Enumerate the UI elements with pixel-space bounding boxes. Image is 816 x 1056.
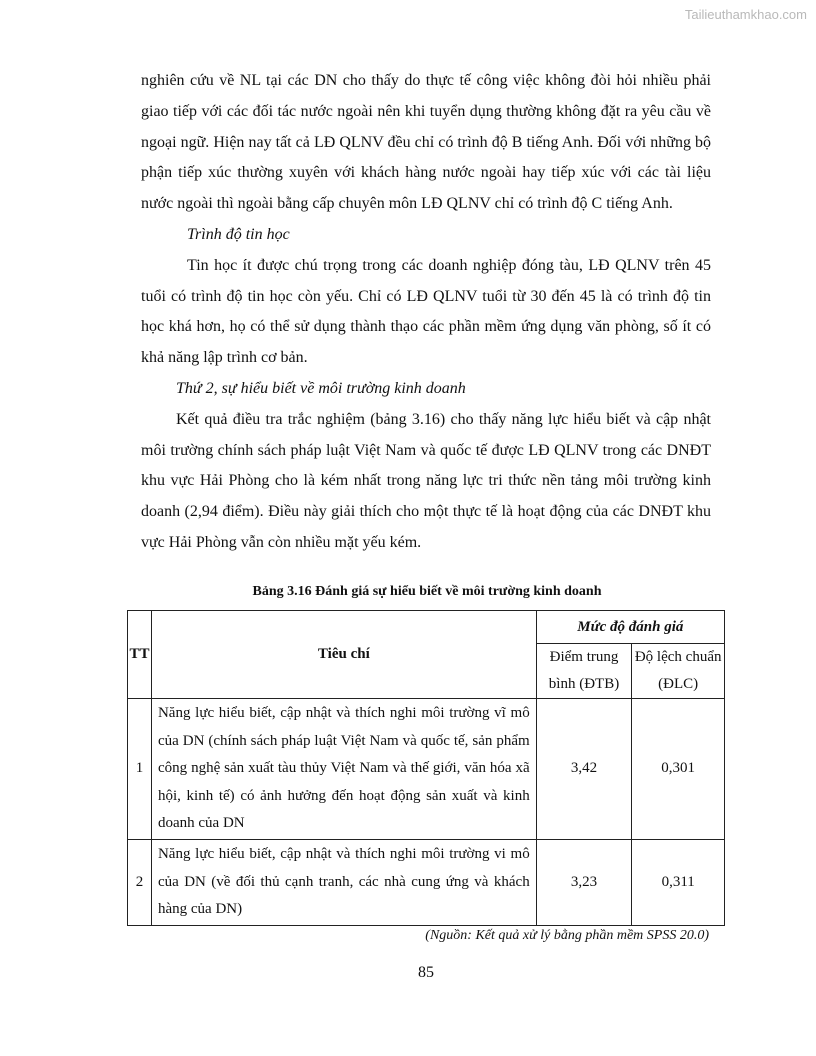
body-text — [141, 66, 711, 559]
row-criteria: Năng lực hiểu biết, cập nhật và thích nghi môi trường vi mô của DN (về đối thủ cạnh tranh, các nhà cung ứng và khách hàng của DN) — [151, 839, 536, 925]
header-std-dev: Độ lệch chuẩn (ĐLC) — [632, 644, 725, 699]
table-row — [128, 839, 725, 925]
heading-business-environment: Thứ 2, sự hiểu biết về môi trường kinh doanh — [176, 379, 466, 397]
header-criteria: Tiêu chí — [151, 611, 536, 699]
row-std-dev: 0,301 — [632, 699, 725, 840]
row-std-dev: 0,311 — [632, 839, 725, 925]
row-tt: 1 — [128, 699, 152, 840]
paragraph-it-skills: Tin học ít được chú trọng trong các doanh nghiệp đóng tàu, LĐ QLNV trên 45 tuổi có trình độ tin học còn yếu. Chỉ có LĐ QLNV tuổi từ 30 đến 45 là có trình độ tin học khá hơn, họ có thể sử dụng thành thạo các phần mềm ứng dụng văn phòng, số ít có khả năng lập trình cơ bản. — [141, 256, 711, 367]
row-criteria: Năng lực hiểu biết, cập nhật và thích nghi môi trường vĩ mô của DN (chính sách pháp luật Việt Nam và quốc tế, sản phẩm công nghệ sản xuất tàu thủy Việt Nam và thế giới, văn hóa xã hội, kinh tế) có ảnh hưởng đến hoạt động sản xuất và kinh doanh của DN — [151, 699, 536, 840]
row-tt: 2 — [128, 839, 152, 925]
header-evaluation-level: Mức độ đánh giá — [536, 611, 724, 644]
paragraph-foreign-language: nghiên cứu về NL tại các DN cho thấy do thực tế công việc không đòi hỏi nhiều phải giao tiếp với các đối tác nước ngoài nên khi tuyển dụng thường không đặt ra yêu cầu về ngoại ngữ. Hiện nay tất cả LĐ QLNV đều chỉ có trình độ B tiếng Anh. Đối với những bộ phận tiếp xúc thường xuyên với khách hàng nước ngoài hay tiếp xúc với các tài liệu nước ngoài thì ngoài bằng cấp chuyên môn LĐ QLNV chỉ có trình độ C tiếng Anh. — [141, 72, 711, 213]
row-mean: 3,42 — [536, 699, 632, 840]
page-number: 85 — [418, 964, 434, 981]
heading-it-skills: Trình độ tin học — [187, 225, 290, 243]
evaluation-table — [127, 610, 725, 926]
paragraph-business-environment: Kết quả điều tra trắc nghiệm (bảng 3.16) cho thấy năng lực hiểu biết và cập nhật môi trường chính sách pháp luật Việt Nam và quốc tế được LĐ QLNV trong các DNĐT khu vực Hải Phòng cho là kém nhất trong năng lực tri thức nền tảng môi trường kinh doanh (2,94 điểm). Điều này giải thích cho một thực tế là hoạt động của các DNĐT khu vực Hải Phòng vẫn còn nhiều mặt yếu kém. — [141, 410, 711, 551]
watermark-text: Tailieuthamkhao.com — [684, 7, 807, 22]
row-mean: 3,23 — [536, 839, 632, 925]
header-mean: Điểm trung bình (ĐTB) — [536, 644, 632, 699]
table-row — [128, 699, 725, 840]
table-source-note: (Nguồn: Kết quả xử lý bằng phần mềm SPSS 20.0) — [425, 928, 709, 943]
header-tt: TT — [128, 611, 152, 699]
table-caption: Bảng 3.16 Đánh giá sự hiểu biết về môi trường kinh doanh — [252, 584, 602, 599]
